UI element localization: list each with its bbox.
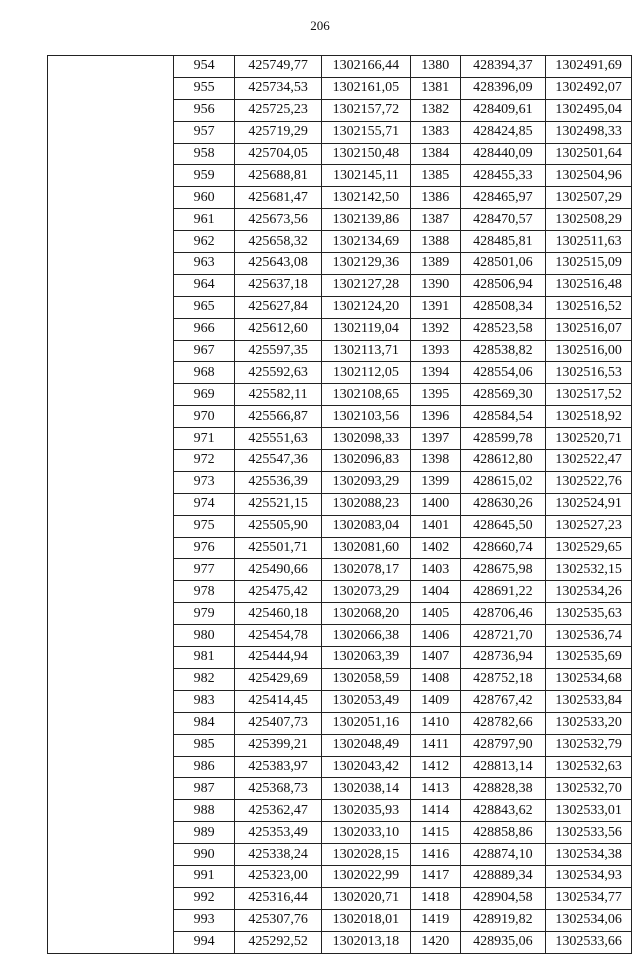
x-coordinate-cell: 425673,56 <box>235 209 322 231</box>
point-number-cell: 977 <box>173 559 234 581</box>
point-number-cell: 1413 <box>410 778 460 800</box>
point-number-cell: 958 <box>173 143 234 165</box>
y-coordinate-cell: 1302134,69 <box>322 231 411 253</box>
y-coordinate-cell: 1302508,29 <box>546 209 632 231</box>
y-coordinate-cell: 1302534,68 <box>546 668 632 690</box>
x-coordinate-cell: 425362,47 <box>235 800 322 822</box>
y-coordinate-cell: 1302532,70 <box>546 778 632 800</box>
x-coordinate-cell: 425475,42 <box>235 581 322 603</box>
point-number-cell: 1416 <box>410 844 460 866</box>
x-coordinate-cell: 425353,49 <box>235 822 322 844</box>
x-coordinate-cell: 425734,53 <box>235 77 322 99</box>
y-coordinate-cell: 1302492,07 <box>546 77 632 99</box>
y-coordinate-cell: 1302535,63 <box>546 603 632 625</box>
y-coordinate-cell: 1302068,20 <box>322 603 411 625</box>
point-number-cell: 956 <box>173 99 234 121</box>
x-coordinate-cell: 428706,46 <box>460 603 546 625</box>
point-number-cell: 1389 <box>410 253 460 275</box>
point-number-cell: 994 <box>173 931 234 953</box>
y-coordinate-cell: 1302534,38 <box>546 844 632 866</box>
x-coordinate-cell: 425627,84 <box>235 296 322 318</box>
point-number-cell: 1395 <box>410 384 460 406</box>
y-coordinate-cell: 1302522,76 <box>546 471 632 493</box>
y-coordinate-cell: 1302161,05 <box>322 77 411 99</box>
point-number-cell: 960 <box>173 187 234 209</box>
y-coordinate-cell: 1302520,71 <box>546 428 632 450</box>
y-coordinate-cell: 1302516,07 <box>546 318 632 340</box>
x-coordinate-cell: 425429,69 <box>235 668 322 690</box>
x-coordinate-cell: 425688,81 <box>235 165 322 187</box>
y-coordinate-cell: 1302022,99 <box>322 865 411 887</box>
x-coordinate-cell: 428660,74 <box>460 537 546 559</box>
y-coordinate-cell: 1302534,06 <box>546 909 632 931</box>
y-coordinate-cell: 1302524,91 <box>546 493 632 515</box>
x-coordinate-cell: 428935,06 <box>460 931 546 953</box>
y-coordinate-cell: 1302058,59 <box>322 668 411 690</box>
y-coordinate-cell: 1302088,23 <box>322 493 411 515</box>
point-number-cell: 969 <box>173 384 234 406</box>
y-coordinate-cell: 1302139,86 <box>322 209 411 231</box>
y-coordinate-cell: 1302529,65 <box>546 537 632 559</box>
point-number-cell: 1380 <box>410 56 460 78</box>
point-number-cell: 1400 <box>410 493 460 515</box>
y-coordinate-cell: 1302491,69 <box>546 56 632 78</box>
point-number-cell: 955 <box>173 77 234 99</box>
y-coordinate-cell: 1302035,93 <box>322 800 411 822</box>
x-coordinate-cell: 425444,94 <box>235 647 322 669</box>
point-number-cell: 981 <box>173 647 234 669</box>
y-coordinate-cell: 1302504,96 <box>546 165 632 187</box>
x-coordinate-cell: 428424,85 <box>460 121 546 143</box>
x-coordinate-cell: 425597,35 <box>235 340 322 362</box>
point-number-cell: 1418 <box>410 887 460 909</box>
x-coordinate-cell: 428858,86 <box>460 822 546 844</box>
x-coordinate-cell: 425414,45 <box>235 690 322 712</box>
point-number-cell: 991 <box>173 865 234 887</box>
point-number-cell: 1387 <box>410 209 460 231</box>
x-coordinate-cell: 428736,94 <box>460 647 546 669</box>
point-number-cell: 963 <box>173 253 234 275</box>
x-coordinate-cell: 428721,70 <box>460 625 546 647</box>
point-number-cell: 968 <box>173 362 234 384</box>
y-coordinate-cell: 1302113,71 <box>322 340 411 362</box>
point-number-cell: 993 <box>173 909 234 931</box>
x-coordinate-cell: 425725,23 <box>235 99 322 121</box>
point-number-cell: 954 <box>173 56 234 78</box>
y-coordinate-cell: 1302098,33 <box>322 428 411 450</box>
x-coordinate-cell: 425338,24 <box>235 844 322 866</box>
y-coordinate-cell: 1302533,66 <box>546 931 632 953</box>
x-coordinate-cell: 425749,77 <box>235 56 322 78</box>
x-coordinate-cell: 425566,87 <box>235 406 322 428</box>
x-coordinate-cell: 425612,60 <box>235 318 322 340</box>
point-number-cell: 970 <box>173 406 234 428</box>
y-coordinate-cell: 1302051,16 <box>322 712 411 734</box>
x-coordinate-cell: 428508,34 <box>460 296 546 318</box>
point-number-cell: 957 <box>173 121 234 143</box>
point-number-cell: 1415 <box>410 822 460 844</box>
x-coordinate-cell: 425407,73 <box>235 712 322 734</box>
y-coordinate-cell: 1302103,56 <box>322 406 411 428</box>
point-number-cell: 1407 <box>410 647 460 669</box>
point-number-cell: 1419 <box>410 909 460 931</box>
y-coordinate-cell: 1302516,53 <box>546 362 632 384</box>
y-coordinate-cell: 1302166,44 <box>322 56 411 78</box>
point-number-cell: 1402 <box>410 537 460 559</box>
y-coordinate-cell: 1302155,71 <box>322 121 411 143</box>
y-coordinate-cell: 1302063,39 <box>322 647 411 669</box>
point-number-cell: 961 <box>173 209 234 231</box>
x-coordinate-cell: 428645,50 <box>460 515 546 537</box>
point-number-cell: 1411 <box>410 734 460 756</box>
x-coordinate-cell: 425307,76 <box>235 909 322 931</box>
point-number-cell: 989 <box>173 822 234 844</box>
table-row <box>48 56 632 78</box>
x-coordinate-cell: 428889,34 <box>460 865 546 887</box>
point-number-cell: 1397 <box>410 428 460 450</box>
point-number-cell: 979 <box>173 603 234 625</box>
y-coordinate-cell: 1302533,56 <box>546 822 632 844</box>
y-coordinate-cell: 1302038,14 <box>322 778 411 800</box>
y-coordinate-cell: 1302083,04 <box>322 515 411 537</box>
x-coordinate-cell: 425316,44 <box>235 887 322 909</box>
x-coordinate-cell: 428782,66 <box>460 712 546 734</box>
y-coordinate-cell: 1302028,15 <box>322 844 411 866</box>
y-coordinate-cell: 1302048,49 <box>322 734 411 756</box>
x-coordinate-cell: 428797,90 <box>460 734 546 756</box>
point-number-cell: 980 <box>173 625 234 647</box>
empty-label-column <box>48 56 174 954</box>
y-coordinate-cell: 1302073,29 <box>322 581 411 603</box>
point-number-cell: 978 <box>173 581 234 603</box>
x-coordinate-cell: 428904,58 <box>460 887 546 909</box>
y-coordinate-cell: 1302078,17 <box>322 559 411 581</box>
y-coordinate-cell: 1302516,52 <box>546 296 632 318</box>
x-coordinate-cell: 428813,14 <box>460 756 546 778</box>
x-coordinate-cell: 428485,81 <box>460 231 546 253</box>
point-number-cell: 1382 <box>410 99 460 121</box>
point-number-cell: 1391 <box>410 296 460 318</box>
point-number-cell: 1384 <box>410 143 460 165</box>
x-coordinate-cell: 428554,06 <box>460 362 546 384</box>
y-coordinate-cell: 1302043,42 <box>322 756 411 778</box>
x-coordinate-cell: 428523,58 <box>460 318 546 340</box>
coordinates-table-body <box>48 56 632 954</box>
y-coordinate-cell: 1302081,60 <box>322 537 411 559</box>
y-coordinate-cell: 1302533,20 <box>546 712 632 734</box>
y-coordinate-cell: 1302495,04 <box>546 99 632 121</box>
x-coordinate-cell: 425383,97 <box>235 756 322 778</box>
point-number-cell: 971 <box>173 428 234 450</box>
point-number-cell: 973 <box>173 471 234 493</box>
point-number-cell: 1381 <box>410 77 460 99</box>
y-coordinate-cell: 1302536,74 <box>546 625 632 647</box>
y-coordinate-cell: 1302518,92 <box>546 406 632 428</box>
x-coordinate-cell: 428465,97 <box>460 187 546 209</box>
point-number-cell: 1408 <box>410 668 460 690</box>
y-coordinate-cell: 1302096,83 <box>322 450 411 472</box>
point-number-cell: 1403 <box>410 559 460 581</box>
x-coordinate-cell: 425592,63 <box>235 362 322 384</box>
x-coordinate-cell: 428569,30 <box>460 384 546 406</box>
point-number-cell: 1398 <box>410 450 460 472</box>
x-coordinate-cell: 428615,02 <box>460 471 546 493</box>
x-coordinate-cell: 425704,05 <box>235 143 322 165</box>
x-coordinate-cell: 425399,21 <box>235 734 322 756</box>
y-coordinate-cell: 1302532,79 <box>546 734 632 756</box>
point-number-cell: 983 <box>173 690 234 712</box>
x-coordinate-cell: 428470,57 <box>460 209 546 231</box>
point-number-cell: 1404 <box>410 581 460 603</box>
point-number-cell: 986 <box>173 756 234 778</box>
y-coordinate-cell: 1302124,20 <box>322 296 411 318</box>
y-coordinate-cell: 1302516,48 <box>546 274 632 296</box>
point-number-cell: 1406 <box>410 625 460 647</box>
point-number-cell: 974 <box>173 493 234 515</box>
point-number-cell: 1412 <box>410 756 460 778</box>
x-coordinate-cell: 425292,52 <box>235 931 322 953</box>
y-coordinate-cell: 1302129,36 <box>322 253 411 275</box>
y-coordinate-cell: 1302501,64 <box>546 143 632 165</box>
y-coordinate-cell: 1302516,00 <box>546 340 632 362</box>
y-coordinate-cell: 1302532,15 <box>546 559 632 581</box>
x-coordinate-cell: 428538,82 <box>460 340 546 362</box>
x-coordinate-cell: 428396,09 <box>460 77 546 99</box>
x-coordinate-cell: 425454,78 <box>235 625 322 647</box>
y-coordinate-cell: 1302018,01 <box>322 909 411 931</box>
y-coordinate-cell: 1302517,52 <box>546 384 632 406</box>
point-number-cell: 962 <box>173 231 234 253</box>
y-coordinate-cell: 1302157,72 <box>322 99 411 121</box>
y-coordinate-cell: 1302527,23 <box>546 515 632 537</box>
y-coordinate-cell: 1302013,18 <box>322 931 411 953</box>
point-number-cell: 984 <box>173 712 234 734</box>
point-number-cell: 990 <box>173 844 234 866</box>
x-coordinate-cell: 428874,10 <box>460 844 546 866</box>
point-number-cell: 988 <box>173 800 234 822</box>
point-number-cell: 1409 <box>410 690 460 712</box>
page-number: 206 <box>310 18 330 33</box>
y-coordinate-cell: 1302033,10 <box>322 822 411 844</box>
x-coordinate-cell: 425551,63 <box>235 428 322 450</box>
y-coordinate-cell: 1302522,47 <box>546 450 632 472</box>
point-number-cell: 992 <box>173 887 234 909</box>
x-coordinate-cell: 428828,38 <box>460 778 546 800</box>
y-coordinate-cell: 1302142,50 <box>322 187 411 209</box>
x-coordinate-cell: 425643,08 <box>235 253 322 275</box>
y-coordinate-cell: 1302020,71 <box>322 887 411 909</box>
point-number-cell: 1390 <box>410 274 460 296</box>
point-number-cell: 1417 <box>410 865 460 887</box>
y-coordinate-cell: 1302150,48 <box>322 143 411 165</box>
point-number-cell: 982 <box>173 668 234 690</box>
point-number-cell: 966 <box>173 318 234 340</box>
x-coordinate-cell: 425658,32 <box>235 231 322 253</box>
y-coordinate-cell: 1302534,93 <box>546 865 632 887</box>
y-coordinate-cell: 1302507,29 <box>546 187 632 209</box>
y-coordinate-cell: 1302533,84 <box>546 690 632 712</box>
point-number-cell: 1393 <box>410 340 460 362</box>
point-number-cell: 1410 <box>410 712 460 734</box>
x-coordinate-cell: 428767,42 <box>460 690 546 712</box>
x-coordinate-cell: 425323,00 <box>235 865 322 887</box>
x-coordinate-cell: 428919,82 <box>460 909 546 931</box>
point-number-cell: 964 <box>173 274 234 296</box>
x-coordinate-cell: 425368,73 <box>235 778 322 800</box>
x-coordinate-cell: 425501,71 <box>235 537 322 559</box>
y-coordinate-cell: 1302533,01 <box>546 800 632 822</box>
x-coordinate-cell: 428584,54 <box>460 406 546 428</box>
point-number-cell: 1405 <box>410 603 460 625</box>
y-coordinate-cell: 1302534,26 <box>546 581 632 603</box>
point-number-cell: 1394 <box>410 362 460 384</box>
point-number-cell: 1383 <box>410 121 460 143</box>
point-number-cell: 965 <box>173 296 234 318</box>
x-coordinate-cell: 425536,39 <box>235 471 322 493</box>
y-coordinate-cell: 1302511,63 <box>546 231 632 253</box>
y-coordinate-cell: 1302535,69 <box>546 647 632 669</box>
y-coordinate-cell: 1302145,11 <box>322 165 411 187</box>
x-coordinate-cell: 425582,11 <box>235 384 322 406</box>
point-number-cell: 1399 <box>410 471 460 493</box>
y-coordinate-cell: 1302515,09 <box>546 253 632 275</box>
x-coordinate-cell: 425505,90 <box>235 515 322 537</box>
point-number-cell: 985 <box>173 734 234 756</box>
y-coordinate-cell: 1302127,28 <box>322 274 411 296</box>
x-coordinate-cell: 425637,18 <box>235 274 322 296</box>
y-coordinate-cell: 1302498,33 <box>546 121 632 143</box>
point-number-cell: 1392 <box>410 318 460 340</box>
point-number-cell: 967 <box>173 340 234 362</box>
point-number-cell: 1401 <box>410 515 460 537</box>
y-coordinate-cell: 1302093,29 <box>322 471 411 493</box>
y-coordinate-cell: 1302066,38 <box>322 625 411 647</box>
x-coordinate-cell: 425547,36 <box>235 450 322 472</box>
y-coordinate-cell: 1302119,04 <box>322 318 411 340</box>
x-coordinate-cell: 428843,62 <box>460 800 546 822</box>
y-coordinate-cell: 1302534,77 <box>546 887 632 909</box>
point-number-cell: 987 <box>173 778 234 800</box>
y-coordinate-cell: 1302112,05 <box>322 362 411 384</box>
x-coordinate-cell: 425719,29 <box>235 121 322 143</box>
x-coordinate-cell: 425460,18 <box>235 603 322 625</box>
x-coordinate-cell: 428440,09 <box>460 143 546 165</box>
x-coordinate-cell: 425521,15 <box>235 493 322 515</box>
x-coordinate-cell: 428612,80 <box>460 450 546 472</box>
point-number-cell: 959 <box>173 165 234 187</box>
point-number-cell: 1385 <box>410 165 460 187</box>
x-coordinate-cell: 428599,78 <box>460 428 546 450</box>
x-coordinate-cell: 428630,26 <box>460 493 546 515</box>
point-number-cell: 1396 <box>410 406 460 428</box>
point-number-cell: 1414 <box>410 800 460 822</box>
point-number-cell: 1388 <box>410 231 460 253</box>
x-coordinate-cell: 428752,18 <box>460 668 546 690</box>
y-coordinate-cell: 1302108,65 <box>322 384 411 406</box>
coordinates-table <box>47 55 632 954</box>
point-number-cell: 1386 <box>410 187 460 209</box>
x-coordinate-cell: 428455,33 <box>460 165 546 187</box>
x-coordinate-cell: 425681,47 <box>235 187 322 209</box>
point-number-cell: 1420 <box>410 931 460 953</box>
x-coordinate-cell: 428675,98 <box>460 559 546 581</box>
y-coordinate-cell: 1302053,49 <box>322 690 411 712</box>
x-coordinate-cell: 428691,22 <box>460 581 546 603</box>
x-coordinate-cell: 425490,66 <box>235 559 322 581</box>
x-coordinate-cell: 428506,94 <box>460 274 546 296</box>
x-coordinate-cell: 428394,37 <box>460 56 546 78</box>
x-coordinate-cell: 428501,06 <box>460 253 546 275</box>
point-number-cell: 972 <box>173 450 234 472</box>
point-number-cell: 976 <box>173 537 234 559</box>
x-coordinate-cell: 428409,61 <box>460 99 546 121</box>
point-number-cell: 975 <box>173 515 234 537</box>
y-coordinate-cell: 1302532,63 <box>546 756 632 778</box>
